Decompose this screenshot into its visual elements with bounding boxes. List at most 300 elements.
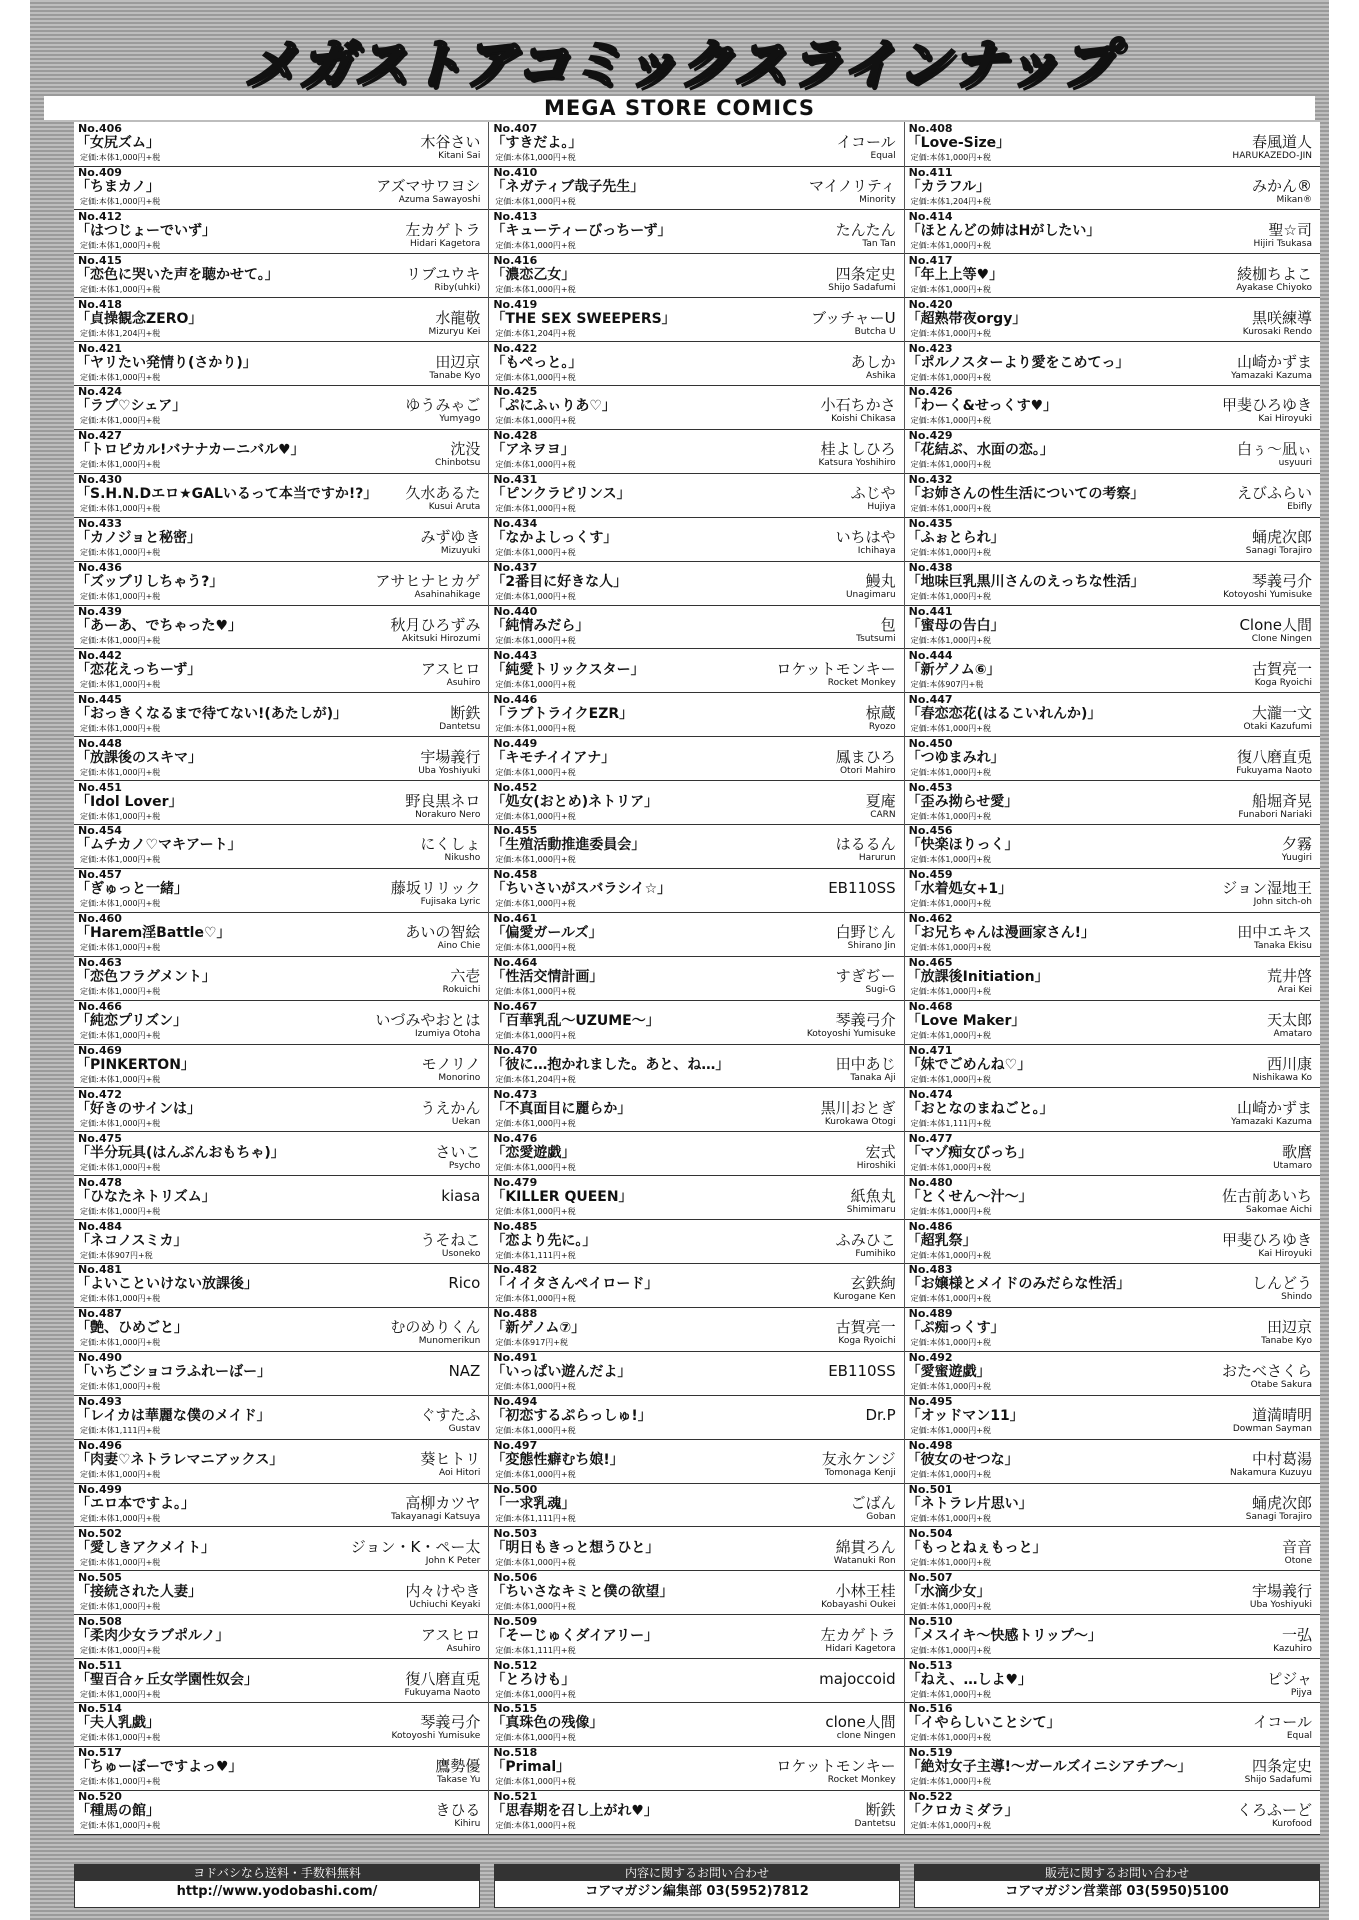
entry-price: 定価:本体1,000円+税 [80,1338,161,1348]
entry-author: 荒井啓 [1266,967,1312,986]
entry-author-romaji: HARUKAZEDO-JIN [1232,151,1312,161]
entry-price: 定価:本体1,000円+税 [495,1470,576,1479]
catalog-entry [489,1088,903,1133]
entry-author: 田中エキス [1237,923,1312,942]
catalog-entry [74,342,488,387]
entry-title: 「ピンクラビリンス」 [491,486,631,503]
catalog-entry [489,912,903,957]
entry-price: 定価:本体1,000円+税 [495,987,576,997]
catalog-entry [489,342,903,387]
catalog-entry [74,1044,488,1089]
entry-price: 定価:本体1,000円+税 [910,635,991,645]
entry-author: アスヒロ [420,1625,481,1644]
catalog-entry [74,912,488,957]
entry-author-romaji: Uekan [451,1116,481,1127]
entry-author: kiasa [441,1186,481,1205]
entry-price: 定価:本体1,000円+税 [910,899,991,909]
catalog-entry [905,1702,1320,1747]
entry-author: 西川康 [1266,1054,1312,1073]
entry-title: 「ムチカノ♡マキアート」 [76,837,242,854]
entry-title: 「ちゅーぼーですよっ♥」 [76,1759,243,1776]
entry-author-romaji: Uba Yoshiyuki [418,765,481,776]
catalog-entry [905,1220,1320,1265]
entry-price: 定価:本体1,000円+税 [80,1821,161,1831]
catalog-entry [74,1702,488,1747]
entry-author: 水龍敬 [435,308,481,327]
catalog-entry [905,824,1320,869]
catalog-entry [74,1571,488,1616]
footer-url[interactable]: http://www.yodobashi.com/ [176,1884,378,1899]
entry-author-romaji: Izumiya Otoha [414,1029,481,1039]
entry-price: 定価:本体1,111円+税 [495,1645,576,1655]
catalog-entry [905,649,1320,694]
entry-price: 定価:本体1,000円+税 [495,1777,576,1787]
entry-number: No.456 [908,824,953,838]
entry-number: No.478 [78,1175,122,1189]
entry-author-romaji: Ashika [866,370,896,381]
entry-author: ぐすたふ [420,1406,481,1425]
entry-number: No.416 [493,253,538,267]
entry-number: No.514 [78,1702,122,1716]
entry-author: 古賀亮一 [835,1318,896,1337]
entry-title: 「年上上等♥」 [906,266,1004,283]
entry-price: 定価:本体1,000円+税 [495,1382,576,1392]
entry-author: アサヒナヒカゲ [375,572,481,590]
entry-title: 「超熟帯夜orgy」 [906,310,1027,327]
entry-title: 「春恋恋花(はるこいれんか)」 [906,705,1102,722]
entry-title: 「Love-Size」 [906,135,1011,151]
entry-author: リブユウキ [406,264,481,283]
entry-title: 「聖百合ヶ丘女学園性奴会」 [76,1671,258,1688]
entry-title: 「放課後のスキマ」 [76,749,202,766]
entry-title: 「ラブ♡シェア」 [76,398,187,415]
entry-number: No.506 [493,1570,538,1584]
catalog-entry [489,1615,903,1660]
catalog-entry [74,561,488,606]
entry-author-romaji: Tanabe Kyo [429,370,481,381]
catalog-entry [905,1263,1320,1308]
catalog-entry [74,1263,488,1308]
entry-number: No.492 [908,1351,953,1365]
catalog-entry [489,1351,903,1396]
entry-price: 定価:本体1,000円+税 [910,372,991,382]
entry-price: 定価:本体1,000円+税 [910,460,991,470]
entry-price: 定価:本体1,000円+税 [910,1338,991,1348]
entry-author-romaji: Equal [870,151,896,161]
entry-number: No.409 [78,165,122,179]
catalog-entry [74,1176,488,1221]
catalog-entry [74,122,488,167]
entry-number: No.423 [908,341,953,355]
entry-number: No.497 [493,1439,538,1452]
entry-number: No.486 [908,1219,953,1233]
entry-number: No.461 [493,912,538,926]
entry-price: 定価:本体1,000円+税 [80,1031,161,1040]
catalog-entry [489,254,903,299]
entry-number: No.406 [78,122,122,135]
entry-author-romaji: Kurokawa Otogi [824,1116,896,1127]
entry-author-romaji: Asuhiro [446,677,481,688]
entry-author-romaji: Nakamura Kuzuyu [1230,1468,1312,1478]
entry-price: 定価:本体1,111円+税 [910,1118,991,1128]
entry-number: No.476 [493,1131,538,1145]
entry-author-romaji: Norakuro Nero [415,809,481,820]
entry-number: No.522 [908,1790,953,1804]
entry-title: 「キモチイイアナ」 [491,749,616,766]
catalog-entry [74,781,488,826]
entry-author-romaji: Goban [866,1511,896,1522]
entry-price: 定価:本体1,000円+税 [910,284,991,294]
entry-author-romaji: Hujiya [867,502,896,513]
entry-author-romaji: Clone Ningen [1251,633,1312,644]
catalog-entry [905,1439,1320,1484]
entry-author: すぎぢー [835,967,896,986]
entry-author: イコール [1252,1713,1312,1732]
entry-author-romaji: Hidari Kagetora [410,238,481,249]
entry-author-romaji: Utamaro [1273,1160,1312,1171]
entry-number: No.494 [493,1395,538,1409]
catalog-entry [489,1307,903,1352]
entry-number: No.517 [78,1746,122,1760]
entry-author-romaji: Nishikawa Ko [1252,1072,1312,1083]
entry-author-romaji: John K Peter [425,1555,481,1566]
entry-number: No.451 [78,780,122,794]
entry-author: 断鉄 [450,703,481,722]
catalog-entry [905,122,1320,167]
entry-title: 「お姉さんの性生活についての考察」 [906,486,1145,503]
entry-author: さいこ [435,1142,481,1161]
entry-title: 「わーく&せっくす♥」 [906,398,1058,415]
entry-author-romaji: Dantetsu [439,721,481,732]
entry-number: No.427 [78,429,122,443]
entry-title: 「ひなたネトリズム」 [76,1188,216,1205]
entry-author: 内々けやき [405,1581,481,1600]
catalog-entry [489,1483,903,1528]
entry-author: アズマサワヨシ [376,176,481,195]
entry-number: No.446 [493,692,538,706]
entry-number: No.442 [78,648,122,662]
entry-author: うそねこ [420,1230,481,1249]
page-subtitle: MEGA STORE COMICS [44,96,1315,120]
catalog-entry [905,1044,1320,1089]
entry-author-romaji: Usoneko [441,1248,481,1259]
catalog-entry [74,1615,488,1660]
entry-number: No.521 [493,1790,538,1804]
entry-title: 「変態性癖むち娘!」 [491,1452,624,1468]
entry-title: 「いちごショコラふれーばー」 [76,1364,272,1381]
entry-title: 「レイカは華麗な僕のメイド」 [76,1408,271,1425]
entry-number: No.511 [78,1658,122,1672]
entry-title: 「Idol Lover」 [76,793,183,810]
entry-title: 「初恋するぷらっしゅ!」 [491,1408,652,1425]
catalog-entry [74,473,488,518]
catalog-entry [489,1790,903,1835]
entry-number: No.414 [908,209,953,223]
entry-price: 定価:本体1,000円+税 [910,1031,991,1040]
entry-author: 黒咲練導 [1251,308,1312,327]
entry-author: 四条定史 [1251,1757,1312,1776]
entry-price: 定価:本体1,000円+税 [80,504,161,514]
entry-author-romaji: Minority [859,194,896,205]
entry-author-romaji: Funabori Nariaki [1238,809,1312,820]
catalog-entry [74,1746,488,1791]
entry-title: 「不真面目に麗らか」 [491,1100,632,1117]
catalog-entry [905,342,1320,387]
entry-number: No.429 [908,429,953,443]
entry-title: 「絶対女子主導!～ガールズイニシアチブ～」 [906,1759,1192,1776]
footer-heading: 内容に関するお問い合わせ [495,1865,899,1881]
entry-price: 定価:本体1,000円+税 [495,592,576,601]
entry-title: 「Love Maker」 [906,1013,1026,1029]
catalog-entry [905,956,1320,1001]
entry-author-romaji: Takase Yu [436,1775,481,1786]
entry-title: 「2番目に好きな人」 [491,574,628,590]
entry-price: 定価:本体1,000円+税 [910,240,991,250]
entry-author: Dr.P [865,1406,896,1425]
entry-author-romaji: Kurosaki Rendo [1242,326,1312,337]
entry-number: No.457 [78,868,122,882]
entry-price: 定価:本体1,000円+税 [910,592,991,601]
entry-author-romaji: Butcha U [854,326,896,337]
entry-title: 「ちいさいがスバラシイ☆」 [491,881,672,898]
entry-author-romaji: Otone [1284,1555,1312,1566]
entry-number: No.460 [78,912,122,926]
entry-price: 定価:本体1,000円+税 [495,1031,576,1040]
entry-price: 定価:本体1,000円+税 [495,1294,576,1304]
entry-author: 琴義弓介 [835,1011,896,1029]
entry-number: No.490 [78,1351,122,1365]
entry-author: 白野じん [835,923,896,942]
entry-price: 定価:本体1,000円+税 [495,1733,576,1743]
entry-author-romaji: Kazuhiro [1273,1643,1312,1654]
entry-price: 定価:本体1,000円+税 [910,767,991,777]
entry-title: 「歪み拗らせ愛」 [906,793,1019,810]
entry-price: 定価:本体1,000円+税 [910,1513,991,1523]
page-title: メガストアコミックスラインナップ [243,33,1116,96]
entry-price: 定価:本体1,000円+税 [80,416,161,426]
entry-title: 「明日もきっと想うひと」 [491,1539,660,1556]
entry-title: 「貞操観念ZERO」 [76,310,203,327]
catalog-column-3 [905,122,1320,1835]
entry-author-romaji: Chinbotsu [434,458,481,469]
entry-author-romaji: Hidari Kagetora [825,1643,896,1654]
entry-title: 「快楽ほりっく」 [906,837,1019,854]
entry-title: 「水着処女+1」 [906,881,1013,898]
entry-number: No.462 [908,912,953,926]
catalog-entry [74,1659,488,1704]
entry-number: No.519 [908,1746,953,1760]
entry-title: 「性活交情計画」 [491,969,604,986]
entry-number: No.464 [493,956,538,970]
entry-author-romaji: Ayakase Chiyoko [1236,282,1312,293]
entry-author: 断鉄 [865,1801,896,1820]
entry-author: 紙魚丸 [850,1186,896,1205]
entry-title: 「マゾ痴女びっち」 [906,1144,1033,1161]
entry-title: 「偏愛ガールズ」 [491,925,603,942]
entry-author: あしか [850,352,896,371]
catalog-column-1 [74,122,489,1835]
catalog-entry [74,1088,488,1133]
entry-author-romaji: Ichihaya [857,546,896,557]
catalog-entry [905,1571,1320,1616]
entry-author: みずゆき [420,528,481,547]
entry-author-romaji: Harurun [858,853,896,864]
entry-price: 定価:本体1,000円+税 [495,240,576,250]
entry-author-romaji: Kurofood [1271,1819,1312,1830]
entry-number: No.485 [493,1219,538,1233]
entry-title: 「いっぱい遊んだよ」 [491,1364,632,1381]
entry-title: 「愛しきアクメイト」 [76,1539,216,1556]
entry-author-romaji: Otabe Sakura [1250,1380,1312,1391]
entry-price: 定価:本体1,111円+税 [495,1513,576,1523]
entry-number: No.441 [908,604,953,618]
entry-author: 葵ヒトリ [420,1450,481,1468]
entry-author: 白ぅ～凪ぃ [1236,440,1312,459]
catalog-entry [489,1659,903,1704]
entry-author: ロケットモンキー [776,659,896,678]
entry-title: 「濃恋乙女」 [491,266,576,283]
entry-author: いづみやおとは [375,1011,481,1029]
catalog-entry [905,868,1320,913]
entry-author: 秋月ひろずみ [390,615,481,634]
entry-author: うえかん [420,1098,481,1117]
entry-number: No.466 [78,1000,122,1013]
catalog-entry [905,1176,1320,1221]
catalog-entry [489,385,903,430]
catalog-entry [74,956,488,1001]
entry-title: 「そーじゅくダイアリー」 [491,1627,659,1644]
entry-author: 沈没 [450,440,481,459]
entry-title: 「はつじょーでいず」 [76,222,216,239]
footer-sales-contact [914,1864,1320,1908]
entry-author: 桂よしひろ [820,440,896,459]
entry-price: 定価:本体1,000円+税 [910,1426,991,1436]
entry-number: No.449 [493,736,538,750]
entry-number: No.513 [908,1658,953,1672]
entry-number: No.479 [493,1175,538,1189]
entry-author: みかん® [1251,176,1312,195]
entry-title: 「おとなのまねごと。」 [906,1100,1054,1117]
entry-author-romaji: Amataro [1273,1029,1312,1039]
entry-title: 「PINKERTON」 [76,1056,195,1073]
entry-author-romaji: John sitch-oh [1253,897,1312,908]
catalog-entry [489,693,903,738]
entry-title: 「地味巨乳黒川さんのえっちな性活」 [906,574,1145,590]
entry-number: No.507 [908,1570,953,1584]
entry-title: 「カラフル」 [906,178,991,195]
entry-title: 「アネヲヨ」 [491,442,575,459]
entry-title: 「クロカミダラ」 [906,1803,1019,1820]
entry-price: 定価:本体1,000円+税 [910,943,991,953]
entry-price: 定価:本体1,000円+税 [80,1074,161,1084]
catalog-entry [74,1790,488,1835]
catalog-entry [74,1132,488,1177]
entry-author-romaji: Kitani Sai [438,151,481,161]
entry-author: 小石ちかさ [820,396,896,415]
entry-author: clone人間 [825,1713,896,1732]
entry-price: 定価:本体1,000円+税 [80,899,161,909]
entry-price: 定価:本体1,000円+税 [80,592,161,601]
entry-author: おたべさくら [1221,1362,1312,1381]
entry-price: 定価:本体1,000円+税 [910,987,991,997]
catalog-entry [74,210,488,255]
entry-author-romaji: Riby(uhki) [434,282,481,293]
entry-author: はるるん [835,835,896,854]
entry-title: 「花結ぶ、水面の恋。」 [906,442,1054,459]
entry-title: 「彼女のせつな」 [906,1452,1019,1468]
entry-title: 「純愛トリックスター」 [491,661,645,678]
entry-number: No.503 [493,1526,538,1540]
entry-author: 夏庵 [865,791,896,810]
entry-number: No.504 [908,1526,953,1540]
catalog-entry [905,1132,1320,1177]
entry-number: No.437 [493,561,538,574]
entry-author: 鳳まひろ [835,747,896,766]
entry-title: 「エロ本ですよ。」 [76,1495,195,1512]
entry-author-romaji: Ebifly [1287,502,1312,513]
entry-price: 定価:本体1,000円+税 [910,416,991,426]
entry-title: 「ズッブリしちゃう?」 [76,574,224,590]
entry-author-romaji: Uba Yoshiyuki [1249,1599,1312,1610]
entry-price: 定価:本体1,000円+税 [495,855,576,865]
entry-price: 定価:本体1,000円+税 [495,767,576,777]
entry-author: むのめりくん [390,1318,481,1337]
entry-author: 天太郎 [1266,1011,1312,1029]
catalog-entry [489,824,903,869]
entry-author: 田中あじ [835,1054,896,1073]
entry-author: ジョン湿地王 [1222,879,1312,898]
entry-author-romaji: Rokuichi [442,985,481,996]
catalog-entry [489,1176,903,1221]
entry-number: No.422 [493,341,538,355]
entry-price: 定価:本体1,000円+税 [80,1470,161,1479]
entry-title: 「メスイキ～快感トリップ～」 [906,1627,1102,1644]
entry-price: 定価:本体1,000円+税 [80,767,161,777]
catalog-entry [905,1527,1320,1572]
entry-number: No.484 [78,1219,122,1233]
entry-title: 「Harem淫Battle♡」 [76,925,231,942]
entry-author: ごばん [850,1493,896,1512]
catalog-entry [905,1790,1320,1835]
entry-number: No.412 [78,209,122,223]
entry-author: モノリノ [421,1054,481,1073]
entry-price: 定価:本体1,000円+税 [495,372,576,382]
entry-author: 山崎かずま [1236,352,1312,371]
entry-number: No.495 [908,1395,953,1409]
entry-price: 定価:本体1,000円+税 [495,416,576,426]
entry-author-romaji: Kobayashi Oukei [821,1599,896,1610]
entry-author-romaji: Munomerikun [418,1336,481,1347]
catalog-entry [905,1000,1320,1045]
entry-title: 「お嬢様とメイドのみだらな性活」 [906,1276,1131,1293]
entry-price: 定価:本体1,000円+税 [80,811,161,821]
entry-price: 定価:本体1,000円+税 [80,635,161,645]
entry-author: 左カゲトラ [405,220,481,239]
entry-price: 定価:本体1,000円+税 [495,1821,576,1831]
entry-price: 定価:本体1,000円+税 [495,1118,576,1128]
catalog-entry [905,166,1320,211]
catalog-entry [489,166,903,211]
footer-editorial-contact [494,1864,900,1908]
catalog-entry [905,429,1320,474]
entry-price: 定価:本体1,000円+税 [80,284,161,294]
entry-price: 定価:本体1,111円+税 [80,1426,161,1436]
entry-price: 定価:本体1,000円+税 [910,1645,991,1655]
entry-number: No.483 [908,1263,953,1277]
entry-author: Clone人間 [1239,615,1312,634]
catalog-entry [489,737,903,782]
entry-number: No.445 [78,692,122,706]
